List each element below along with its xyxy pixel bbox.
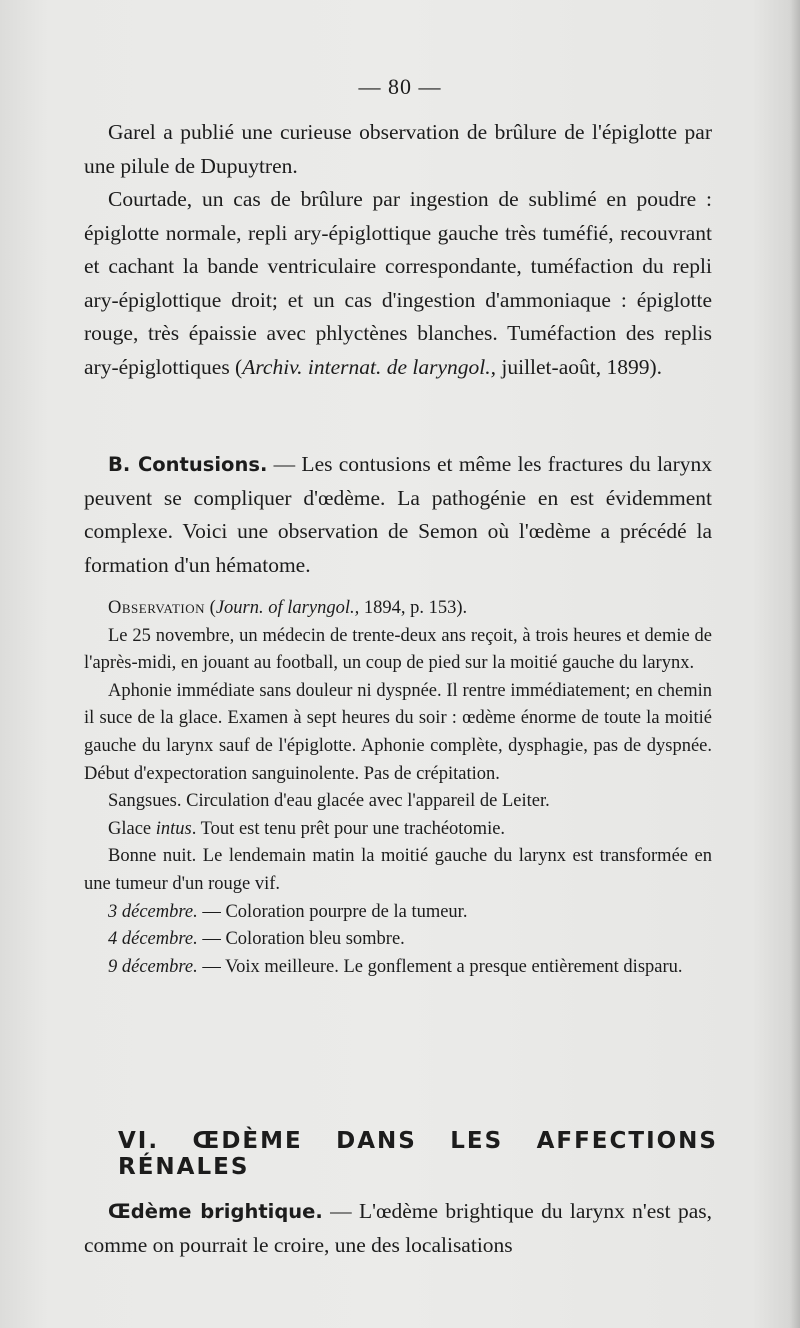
section-heading-vi: VI. ŒDÈME DANS LES AFFECTIONS RÉNALES [118, 1128, 718, 1180]
contusions-paragraph [84, 448, 712, 582]
brightique-section [84, 1195, 712, 1262]
observation-paragraph: Le 25 novembre, un médecin de trente-deux ans reçoit, à trois heures et demie de l'après-midi, en jouant au football, un coup de pied sur la moitié gauche du larynx. [84, 625, 712, 674]
intro-paragraph-garel: Garel a publié une curieuse observation de brûlure de l'épiglotte par une pilule de Dupuytren. [84, 120, 712, 178]
observation-glace: Glace intus. Tout est tenu prêt pour une trachéotomie. [108, 818, 506, 839]
observation-paragraph: Sangsues. Circulation d'eau glacée avec l'appareil de Leiter. [108, 791, 550, 812]
page-number: — 80 — [358, 74, 442, 99]
observation-section [84, 595, 712, 981]
observation-day-entry: 4 décembre. — Coloration bleu sombre. [108, 929, 405, 950]
observation-bonne-nuit: Bonne nuit. Le lendemain matin la moitié gauche du larynx est transformée en une tumeur d'un rouge vif. [84, 846, 712, 894]
observation-label: Observation [108, 598, 206, 618]
observation-day-entry: 3 décembre. — Coloration pourpre de la tumeur. [108, 901, 468, 922]
brightique-text: — L'œdème brightique du larynx n'est pas, comme on pourrait le croire, une des localisations [84, 1199, 713, 1257]
page-edge-shadow [790, 0, 800, 1328]
day-date: 3 décembre. [108, 901, 198, 922]
day-date: 9 décembre. [108, 956, 198, 977]
journal-reference: Journ. of laryngol., [215, 598, 360, 618]
brightique-heading: Œdème brightique. [108, 1200, 323, 1223]
observation-paragraph: Aphonie immédiate sans douleur ni dyspnée. Il rentre immédiatement; en chemin il suce de la glace. Examen à sept heures du soir : œdème énorme de toute la moitié gauche du larynx sauf de l'épiglotte. Aphonie complète, dysphagie, pas de dyspnée. Début d'expectoration sanguinolente. Pas de crépitation. [84, 680, 712, 784]
contusions-section [84, 448, 712, 582]
archiv-reference: Archiv. internat. de laryngol., [242, 354, 496, 379]
courtade-text: Courtade, un cas de brûlure par ingestion de sublimé en poudre : épiglotte normale, repli ary-épiglottique gauche très tuméfié, recouvrant et cachant la bande ventriculaire correspondante, tuméfaction du repli ary-épiglottique droit; et un cas d'ingestion d'ammoniaque : épiglotte rouge, très épaissie avec phlyctènes blanches. Tuméfaction des replis ary-épiglottiques ( [84, 187, 712, 379]
observation-day-entry: 9 décembre. — Voix meilleure. Le gonflement a presque entièrement disparu. [108, 956, 683, 977]
contusions-text: — Les contusions et même les fractures du larynx peuvent se compliquer d'œdème. La pathogénie en est évidemment complexe. Voici une observation de Semon où l'œdème a précédé la formation d'un hématome. [84, 452, 713, 577]
brightique-paragraph [84, 1195, 712, 1262]
intro-section [84, 116, 712, 384]
courtade-date: juillet-août, 1899). [496, 354, 662, 379]
day-date: 4 décembre. [108, 929, 198, 950]
observation-header: Observation (Journ. of laryngol., 1894, p. 153). [108, 598, 468, 618]
contusions-heading: B. Contusions. [108, 453, 268, 476]
intro-paragraph-courtade [84, 183, 712, 384]
